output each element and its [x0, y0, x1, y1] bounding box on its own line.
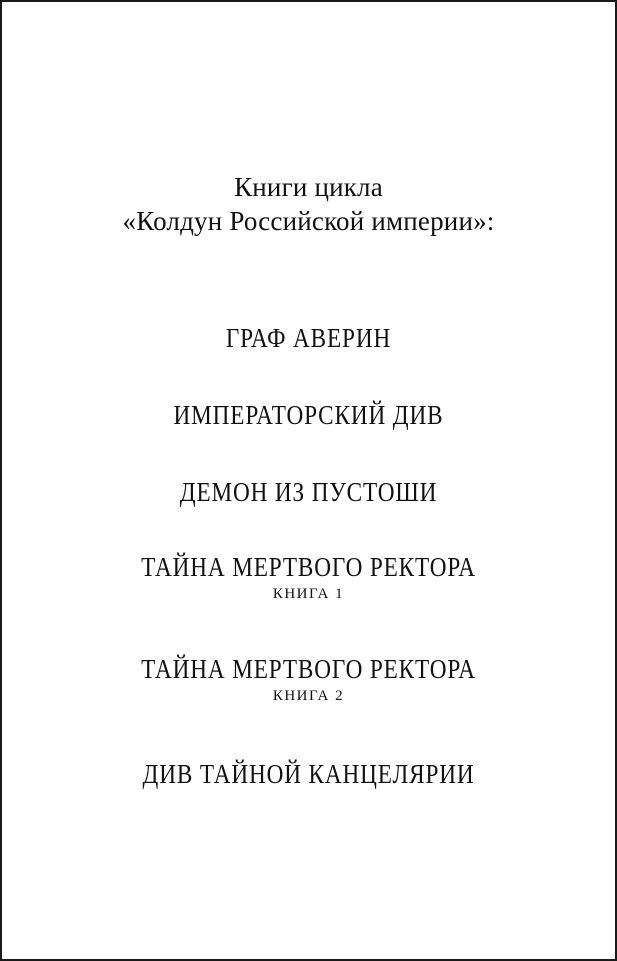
series-heading	[2, 170, 615, 238]
book-title: ГРАФ АВЕРИН	[225, 323, 392, 353]
book-volume-label: КНИГА 2	[272, 688, 345, 704]
book-title: ТАЙНА МЕРТВОГО РЕКТОРА	[141, 552, 476, 582]
series-heading-line-1: Книги цикла	[234, 172, 383, 202]
book-title: ДИВ ТАЙНОЙ КАНЦЕЛЯРИИ	[142, 759, 475, 789]
book-entry-6	[2, 758, 615, 790]
book-title: ТАЙНА МЕРТВОГО РЕКТОРА	[141, 654, 476, 684]
book-entry-1	[2, 322, 615, 354]
series-heading-line-2: «Колдун Российской империи»:	[122, 206, 495, 236]
book-title: ДЕМОН ИЗ ПУСТОШИ	[179, 477, 438, 507]
book-title: ИМПЕРАТОРСКИЙ ДИВ	[173, 400, 444, 430]
book-volume-label: КНИГА 1	[272, 586, 345, 602]
book-entry-4	[2, 551, 615, 603]
book-entry-3	[2, 476, 615, 508]
book-entry-2	[2, 399, 615, 431]
book-entry-5	[2, 653, 615, 705]
